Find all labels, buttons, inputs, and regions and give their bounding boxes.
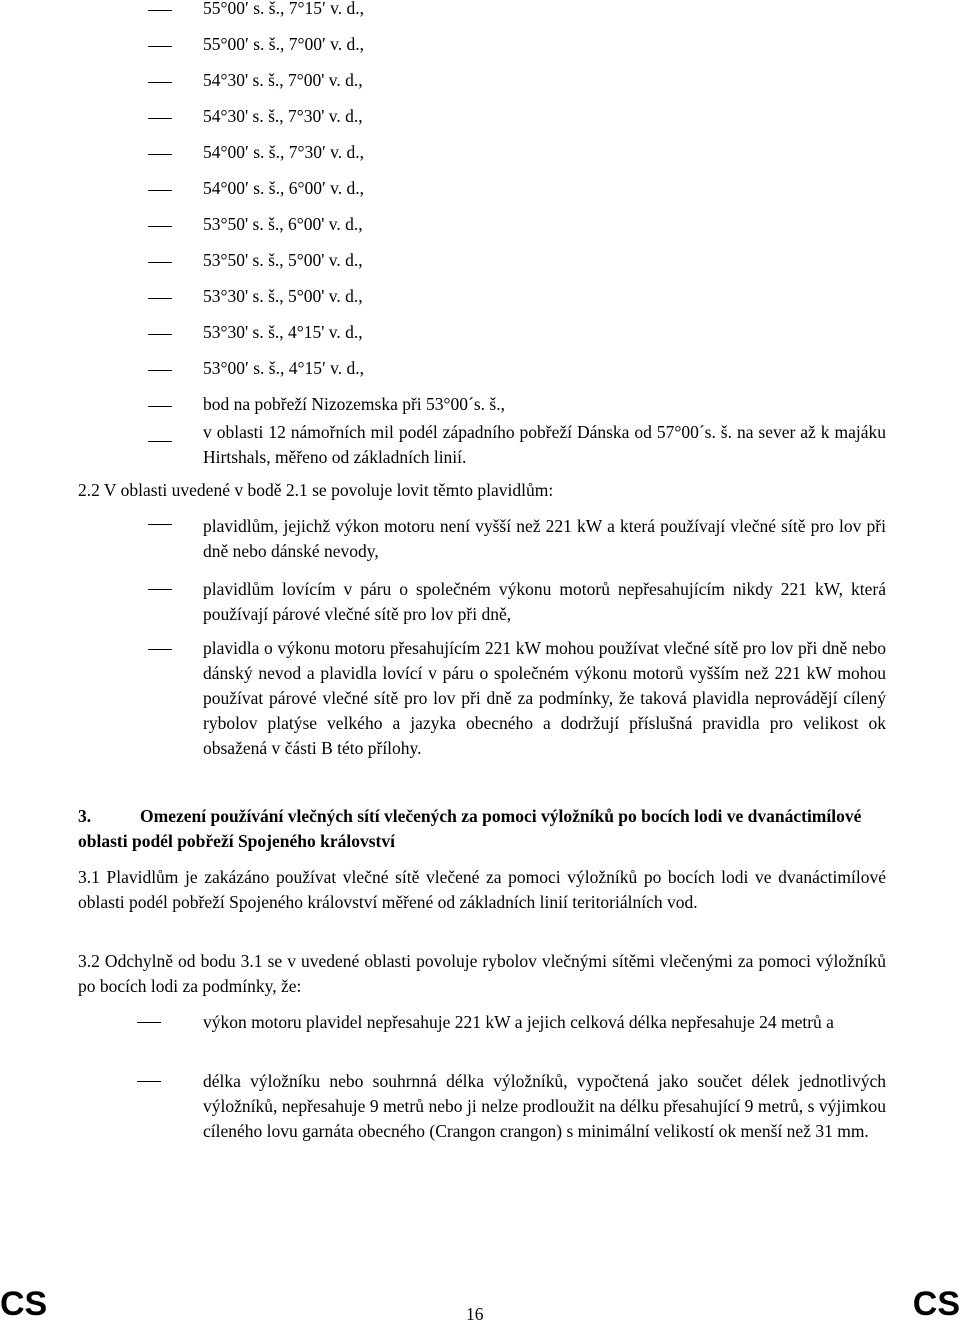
coordinate-text: bod na pobřeží Nizozemska při 53°00´s. š., [203,394,505,414]
dash-marker [148,10,172,11]
dash-marker [148,589,172,590]
footer-language-code-right: CS [912,1285,960,1323]
coordinate-text: 53°50' s. š., 6°00' v. d., [203,214,363,234]
coordinate-text: 53°50' s. š., 5°00' v. d., [203,250,363,270]
dash-marker [148,370,172,371]
dash-marker [148,226,172,227]
paragraph-3-2: 3.2 Odchylně od bodu 3.1 se v uvedené oblasti povoluje rybolov vlečnými sítěmi vlečenými za pomoci výložníků po bocích lodi za podmínky, že: [78,951,886,996]
dash-marker [148,334,172,335]
coordinate-text: 54°00′ s. š., 6°00′ v. d., [203,178,365,198]
dash-marker [148,82,172,83]
coordinate-text: 53°00′ s. š., 4°15′ v. d., [203,358,365,378]
dash-marker [148,262,172,263]
dash-marker [148,154,172,155]
dash-marker [148,649,172,650]
dash-marker [148,118,172,119]
list-item: plavidlům lovícím v páru o společném výkonu motorů nepřesahujícím nikdy 221 kW, která používají párové vlečné sítě pro lov při dně, [203,579,886,624]
dash-marker [148,524,172,525]
section-3-heading [78,804,886,854]
list-item: plavidla o výkonu motoru přesahujícím 221 kW mohou používat vlečné sítě pro lov při dně nebo dánský nevod a plavidla lovící v páru o společném výkonu motorů vyšším než 221 kW mohou používat párové vlečné sítě pro lov při dně za podmínky, že taková plavidla neprovádějí cílený rybolov platýse velkého a jazyka obecného a dodržují příslušná pravidla pro velikost ok obsažená v části B této přílohy. [203,638,886,758]
section-number: 3. [78,806,92,826]
dash-marker [148,46,172,47]
dash-marker [148,298,172,299]
paragraph-3-1: 3.1 Plavidlům je zakázáno používat vlečné sítě vlečené za pomoci výložníků po bocích lodi ve dvanáctimílové oblasti podél pobřeží Spojeného království měřené od základních linií teritoriálních vod. [78,867,886,912]
dash-marker [137,1022,161,1023]
dash-marker [148,441,172,442]
coordinate-text: 54°30' s. š., 7°30' v. d., [203,106,363,126]
page-number: 16 [466,1304,484,1324]
coordinate-text: 55°00′ s. š., 7°00′ v. d., [203,34,365,54]
coordinate-text: v oblasti 12 námořních mil podél západního pobřeží Dánska od 57°00´s. š. na sever až k majáku Hirtshals, měřeno od základních linií. [203,422,886,467]
dash-marker [148,190,172,191]
footer-language-code-left: CS [0,1285,48,1323]
dash-marker [148,406,172,407]
section-title: Omezení používání vlečných sítí vlečených za pomoci výložníků po bocích lodi ve dvanáctimílové oblasti podél pobřeží Spojeného království [78,806,862,851]
coordinate-text: 53°30' s. š., 5°00' v. d., [203,286,363,306]
coordinate-text: 53°30' s. š., 4°15' v. d., [203,322,363,342]
coordinate-text: 54°30' s. š., 7°00' v. d., [203,70,363,90]
dash-marker [137,1081,161,1082]
coordinate-text: 54°00′ s. š., 7°30′ v. d., [203,142,365,162]
subsection-2-2-intro: 2.2 V oblasti uvedené v bodě 2.1 se povoluje lovit těmto plavidlům: [78,480,554,500]
coordinate-text: 55°00′ s. š., 7°15′ v. d., [203,0,365,18]
list-item: výkon motoru plavidel nepřesahuje 221 kW a jejich celková délka nepřesahuje 24 metrů a [203,1012,834,1032]
list-item: délka výložníku nebo souhrnná délka výložníků, vypočtená jako součet délek jednotlivých výložníků, nepřesahuje 9 metrů nebo ji nelze prodloužit na délku přesahující 9 metrů, s výjimkou cíleného lovu garnáta obecného (Crangon crangon) s minimální velikostí ok menší než 31 mm. [203,1071,886,1141]
list-item: plavidlům, jejichž výkon motoru není vyšší než 221 kW a která používají vlečné sítě pro lov při dně nebo dánské nevody, [203,516,886,561]
